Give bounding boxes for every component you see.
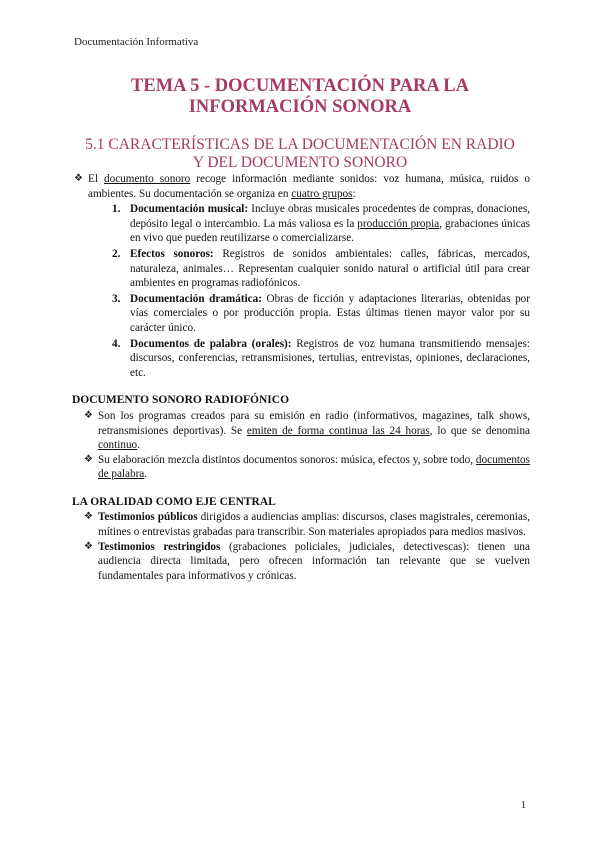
documento-sonoro-list — [84, 409, 530, 482]
text-span: , grabaciones únicas en vivo que pueden reutilizarse o comercializarse. — [130, 217, 530, 245]
text-span: Son los programas creados para su emisión en radio (informativos, magazines, talk shows, retransmisiones deportivas). Se — [98, 409, 530, 437]
text-span: . — [137, 439, 140, 452]
text-span: : — [352, 187, 356, 200]
list-number: 1. — [112, 203, 121, 216]
item-heading: Documentos de palabra (orales): — [130, 337, 292, 350]
list-item — [112, 292, 530, 336]
text-span: Registros de sonidos ambientales: calles, fábricas, mercados, naturaleza, animales… Representan cualquier sonido natural o artificial útil para crear ambientes en programas radiofónicos. — [130, 247, 530, 290]
section-line-2: Y DEL DOCUMENTO SONORO — [192, 154, 408, 171]
underlined-term: producción propia — [357, 217, 440, 230]
list-number: 4. — [112, 337, 121, 350]
text-span: . — [144, 468, 148, 481]
list-number: 2. — [112, 247, 121, 260]
text-span: El — [88, 173, 105, 185]
list-item — [84, 540, 530, 584]
item-heading: Documentación dramática: — [130, 292, 262, 305]
diamond-bullet-icon: ❖ — [84, 409, 93, 421]
underlined-term: documento sonoro — [104, 173, 191, 185]
underlined-term: continuo — [98, 439, 138, 452]
text-span: , lo que se denomina — [429, 424, 531, 437]
oralidad-list — [84, 510, 530, 583]
item-heading: Documentación musical: — [130, 203, 249, 216]
text-span: Registros de voz humana transmitiendo mensajes: discursos, conferencias, retransmisiones, tertulias, entrevistas, opiniones, declaraciones, etc. — [130, 337, 530, 379]
item-heading: Efectos sonoros: — [130, 247, 214, 260]
list-item — [112, 247, 530, 291]
groups-list — [112, 202, 530, 380]
list-item — [84, 510, 530, 539]
section-line-1: 5.1 CARACTERÍSTICAS DE LA DOCUMENTACIÓN EN RADIO — [85, 136, 515, 153]
underlined-term: documentos de palabra — [98, 453, 530, 481]
running-header: Documentación Informativa — [74, 36, 199, 48]
list-item — [84, 409, 530, 453]
text-span: Su elaboración mezcla distintos documentos sonoros: música, efectos y, sobre todo, — [98, 453, 476, 466]
underlined-term: cuatro grupos — [291, 187, 353, 200]
list-item — [84, 453, 530, 482]
text-span: Incluye obras musicales procedentes de compras, donaciones, depósito legal o intercambio. La más valiosa es la — [130, 203, 530, 230]
text-span: (grabaciones policiales, judiciales, detectivescas): tienen una audiencia directa limitada, pero ofrecen información tan relevante que se vuelven fundamentales para informativos y crónicas. — [98, 540, 530, 582]
page-number: 1 — [521, 800, 526, 811]
document-body — [74, 172, 530, 583]
text-span: recoge información mediante sonidos: voz humana, música, ruidos o ambientes. Su documentación se organiza en — [88, 173, 530, 200]
list-number: 3. — [112, 292, 121, 305]
subheading-documento-sonoro: DOCUMENTO SONORO RADIOFÓNICO — [72, 394, 290, 407]
diamond-bullet-icon: ❖ — [84, 453, 93, 465]
intro-bullet — [74, 172, 530, 201]
diamond-bullet-icon: ❖ — [84, 540, 93, 552]
diamond-bullet-icon: ❖ — [74, 173, 83, 184]
item-heading: Testimonios restringidos — [98, 540, 221, 553]
list-item — [112, 337, 530, 381]
section-heading — [60, 136, 540, 172]
item-heading: Testimonios públicos — [98, 511, 198, 524]
list-item — [112, 202, 530, 246]
diamond-bullet-icon: ❖ — [84, 511, 93, 523]
title-line-1: TEMA 5 - DOCUMENTACIÓN PARA LA — [131, 76, 469, 96]
text-span: dirigidos a audiencias amplias: discursos, clases magistrales, ceremonias, mítines o entrevistas grabadas para transcribir. Son materiales apropiados para medios masivos. — [98, 511, 531, 539]
underlined-term: emiten de forma continua las 24 horas — [246, 424, 430, 437]
title-line-2: INFORMACIÓN SONORA — [188, 97, 412, 117]
page-title — [60, 76, 540, 118]
text-span: Obras de ficción y adaptaciones literarias, obtenidas por vías comerciales o por producción propia. Estas últimas tienen mayor valor por su carácter único. — [130, 292, 530, 334]
subheading-oralidad: LA ORALIDAD COMO EJE CENTRAL — [72, 495, 276, 508]
